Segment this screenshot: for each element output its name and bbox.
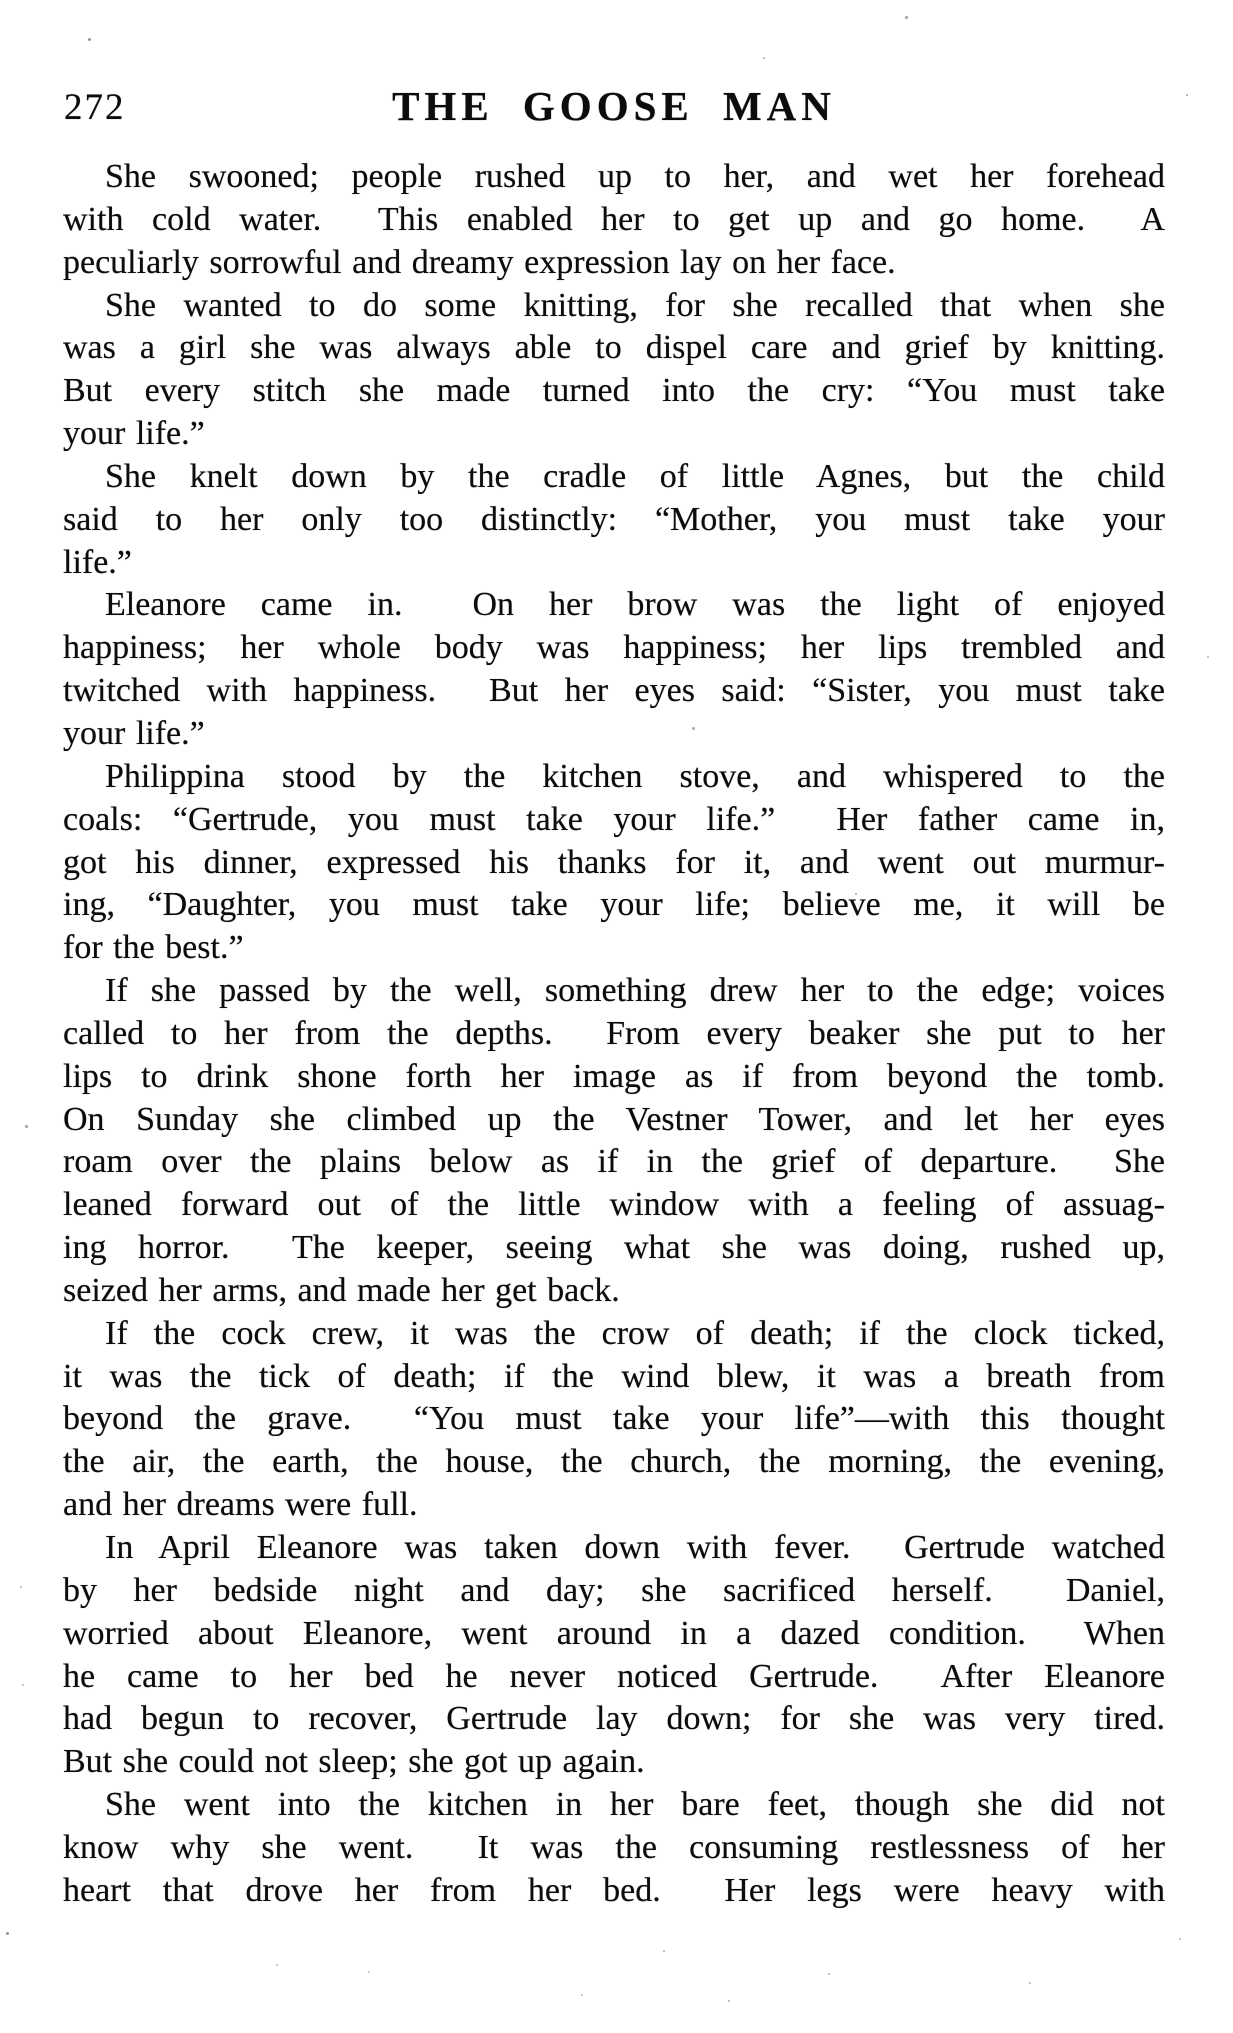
scan-speck xyxy=(25,1125,28,1128)
body-line: worried about Eleanore, went around in a dazed condition. When xyxy=(63,1614,1165,1652)
scan-speck xyxy=(276,1964,278,1966)
body-line: with cold water. This enabled her to get up and go home. A xyxy=(63,200,1165,238)
running-header-title: THE GOOSE MAN xyxy=(392,83,836,129)
body-line: seized her arms, and made her get back. xyxy=(63,1271,620,1309)
body-line: twitched with happiness. But her eyes said: “Sister, you must take xyxy=(63,672,1165,710)
body-line: the air, the earth, the house, the church, the morning, the evening, xyxy=(63,1443,1165,1481)
body-line: She wanted to do some knitting, for she recalled that when she xyxy=(105,286,1165,324)
paragraph xyxy=(63,1313,1165,1527)
scan-speck xyxy=(368,1971,370,1973)
body-line: roam over the plains below as if in the grief of departure. She xyxy=(63,1143,1165,1181)
body-line: coals: “Gertrude, you must take your life.” Her father came in, xyxy=(63,800,1165,838)
paragraph xyxy=(63,285,1165,456)
body-line: called to her from the depths. From every beaker she put to her xyxy=(63,1014,1165,1052)
body-line: by her bedside night and day; she sacrificed herself. Daniel, xyxy=(63,1571,1165,1609)
scan-speck xyxy=(692,727,695,730)
scan-speck xyxy=(88,38,91,41)
body-line: peculiarly sorrowful and dreamy expression lay on her face. xyxy=(63,243,896,281)
scan-speck xyxy=(22,1684,24,1686)
paragraph xyxy=(63,156,1165,285)
body-line: On Sunday she climbed up the Vestner Tower, and let her eyes xyxy=(63,1100,1165,1138)
paragraph xyxy=(63,1784,1165,1913)
body-line: your life.” xyxy=(63,714,205,752)
body-line: She went into the kitchen in her bare feet, though she did not xyxy=(105,1786,1165,1824)
body-line: lips to drink shone forth her image as if from beyond the tomb. xyxy=(63,1057,1165,1095)
scan-speck xyxy=(828,1973,830,1975)
scan-speck xyxy=(855,893,857,895)
scan-speck xyxy=(905,16,908,19)
text-block xyxy=(63,156,1165,1913)
body-line: for the best.” xyxy=(63,929,244,967)
body-line: was a girl she was always able to dispel care and grief by knitting. xyxy=(63,329,1165,367)
body-line: your life.” xyxy=(63,415,205,453)
body-line: But she could not sleep; she got up again. xyxy=(63,1743,645,1781)
scan-speck xyxy=(663,1950,665,1952)
scan-speck xyxy=(1179,1938,1181,1940)
body-line: leaned forward out of the little window with a feeling of assuag- xyxy=(63,1186,1165,1224)
body-line: beyond the grave. “You must take your life”—with this thought xyxy=(63,1400,1165,1438)
body-line: and her dreams were full. xyxy=(63,1486,418,1524)
body-line: said to her only too distinctly: “Mother, you must take your xyxy=(63,500,1165,538)
body-line: heart that drove her from her bed. Her legs were heavy with xyxy=(63,1871,1165,1909)
body-line: it was the tick of death; if the wind blew, it was a breath from xyxy=(63,1357,1165,1395)
body-line: But every stitch she made turned into the cry: “You must take xyxy=(63,372,1165,410)
body-line: life.” xyxy=(63,543,132,581)
scan-speck xyxy=(20,1586,22,1588)
body-line: In April Eleanore was taken down with fever. Gertrude watched xyxy=(105,1529,1165,1566)
body-line: She knelt down by the cradle of little Agnes, but the child xyxy=(105,457,1165,495)
scan-speck xyxy=(581,1994,583,1996)
scan-speck xyxy=(763,57,765,59)
body-line: ing horror. The keeper, seeing what she was doing, rushed up, xyxy=(63,1229,1165,1267)
body-line: happiness; her whole body was happiness; her lips trembled and xyxy=(63,629,1165,667)
body-line: ing, “Daughter, you must take your life; believe me, it will be xyxy=(63,886,1165,924)
body-line: got his dinner, expressed his thanks for it, and went out murmur- xyxy=(63,843,1165,881)
body-line: She swooned; people rushed up to her, and wet her forehead xyxy=(105,158,1165,195)
body-line: he came to her bed he never noticed Gertrude. After Eleanore xyxy=(63,1657,1165,1695)
body-line: know why she went. It was the consuming restlessness of her xyxy=(63,1828,1165,1866)
scan-speck xyxy=(1029,1982,1031,1984)
scan-speck xyxy=(1186,94,1188,96)
body-line: If the cock crew, it was the crow of death; if the clock ticked, xyxy=(105,1314,1165,1352)
body-line: Philippina stood by the kitchen stove, and whispered to the xyxy=(105,757,1165,795)
body-line: If she passed by the well, something drew her to the edge; voices xyxy=(105,972,1165,1010)
paragraph xyxy=(63,756,1165,970)
paragraph xyxy=(63,1527,1165,1784)
scan-speck xyxy=(728,2000,730,2002)
page-number: 272 xyxy=(64,87,126,128)
paragraph xyxy=(63,456,1165,585)
body-line: Eleanore came in. On her brow was the light of enjoyed xyxy=(105,586,1165,624)
body-line: had begun to recover, Gertrude lay down; for she was very tired. xyxy=(63,1700,1165,1738)
scan-speck xyxy=(6,1932,9,1935)
paragraph xyxy=(63,584,1165,755)
paragraph xyxy=(63,970,1165,1313)
scan-speck xyxy=(1207,656,1209,658)
